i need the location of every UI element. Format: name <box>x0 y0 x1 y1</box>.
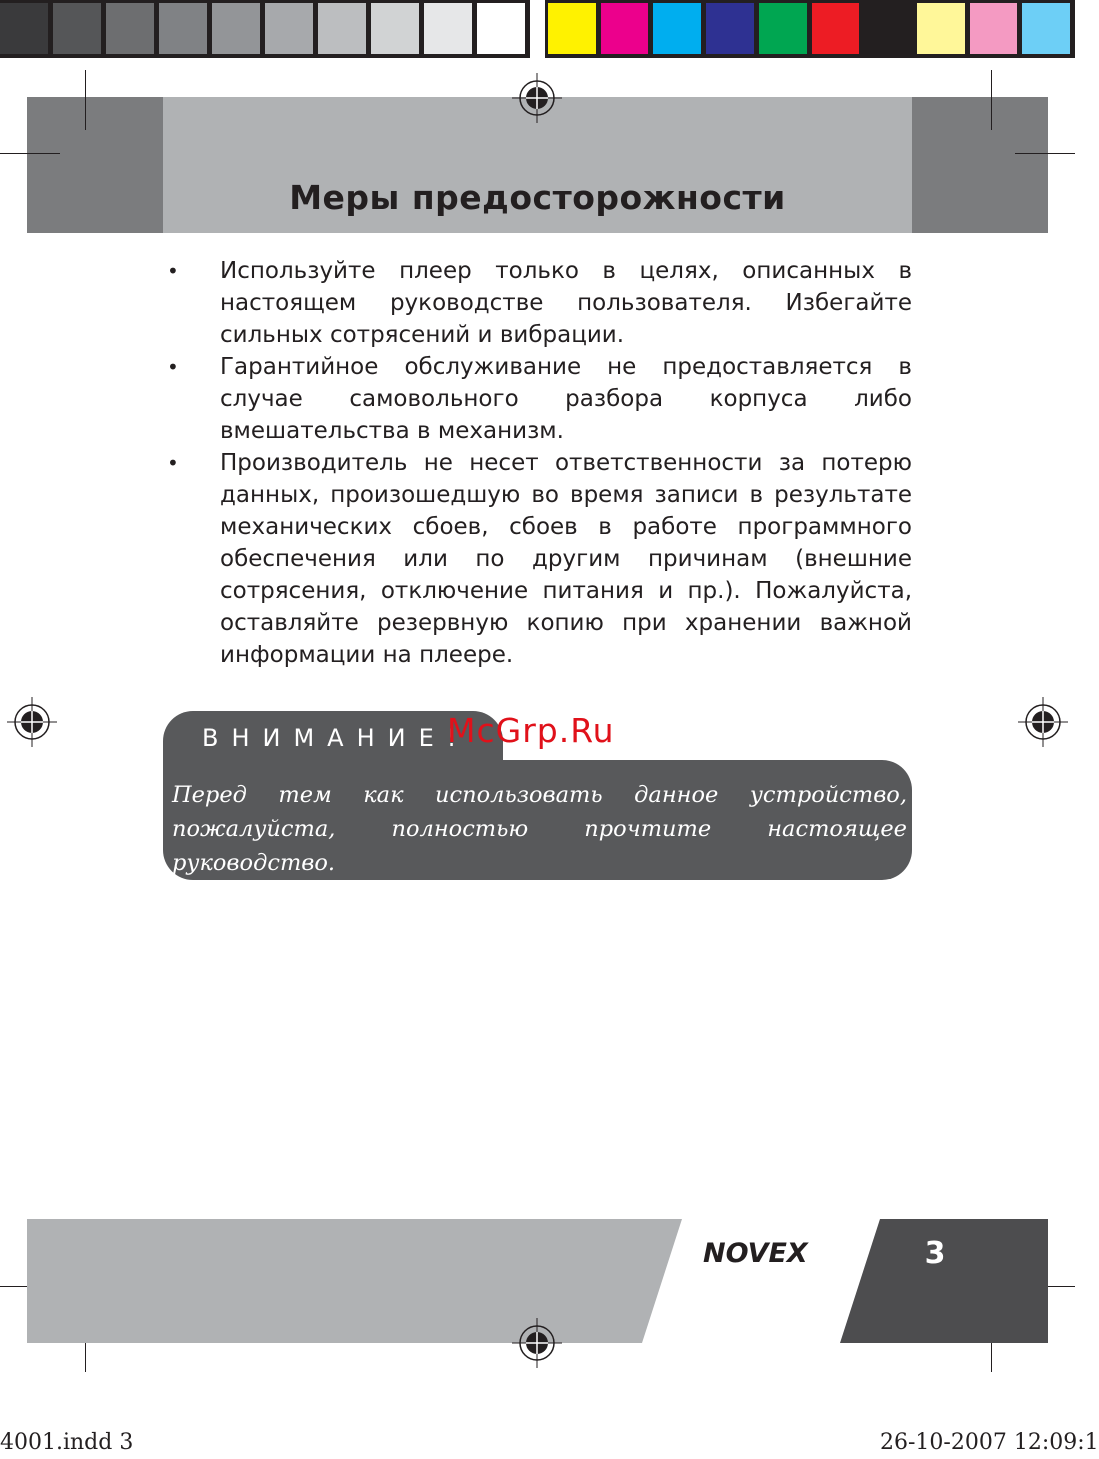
list-item-text: Гарантийное обслуживание не предоставляется в случае самовольного разбора корпуса либо вмешательства в механизм. <box>220 354 912 444</box>
precautions-list <box>165 255 912 671</box>
print-slug-timestamp: 26-10-2007 12:09:1 <box>880 1430 1099 1455</box>
color-swatch <box>917 3 965 54</box>
color-swatch <box>812 3 860 54</box>
color-swatch <box>970 3 1018 54</box>
brand-logo: NOVEX <box>703 1238 808 1269</box>
footer-band-left <box>27 1219 687 1343</box>
color-swatch <box>759 3 807 54</box>
color-swatch <box>371 3 419 54</box>
page-number: 3 <box>924 1236 946 1271</box>
color-swatch <box>318 3 366 54</box>
color-swatch <box>106 3 154 54</box>
bullet-icon: • <box>167 259 179 283</box>
list-item-text: Используйте плеер только в целях, описанных в настоящем руководстве пользователя. Избегайте сильных сотрясений и вибрации. <box>220 258 912 348</box>
registration-target-icon <box>1018 697 1068 747</box>
crop-mark <box>991 70 992 130</box>
grayscale-calibration-strip <box>0 0 530 58</box>
color-swatch <box>53 3 101 54</box>
warning-text: Перед тем как использовать данное устройство, пожалуйста, полностью прочтите настоящее руководство. <box>172 782 907 876</box>
list-item <box>165 255 912 351</box>
registration-target-icon <box>512 73 562 123</box>
crop-mark <box>1015 153 1075 154</box>
list-item <box>165 447 912 671</box>
crop-mark <box>85 70 86 130</box>
color-swatch <box>1022 3 1070 54</box>
crop-mark <box>0 153 60 154</box>
list-item <box>165 351 912 447</box>
registration-target-icon <box>512 1318 562 1368</box>
print-slug-filename: 4001.indd 3 <box>0 1430 134 1455</box>
page-title: Меры предосторожности <box>289 178 786 217</box>
color-swatch <box>477 3 525 54</box>
header-right-block <box>912 97 1048 233</box>
color-swatch <box>653 3 701 54</box>
header-left-block <box>27 97 163 233</box>
list-item-text: Производитель не несет ответственности за потерю данных, произошедшую во время записи в результате механических сбоев, сбоев в работе программного обеспечения или по другим причинам (внешние сотрясения, отключение питания и пр.). Пожалуйста, оставляйте резервную копию при хранении важной информации на плеере. <box>220 450 912 668</box>
color-swatch <box>265 3 313 54</box>
color-calibration-strip <box>545 0 1075 58</box>
color-swatch <box>706 3 754 54</box>
color-swatch <box>548 3 596 54</box>
color-swatch <box>424 3 472 54</box>
color-swatch <box>0 3 48 54</box>
registration-target-icon <box>7 697 57 747</box>
color-swatch <box>864 3 912 54</box>
bullet-icon: • <box>167 451 179 475</box>
color-swatch <box>212 3 260 54</box>
warning-label: ВНИМАНИЕ! <box>202 724 470 752</box>
color-swatch <box>601 3 649 54</box>
color-swatch <box>159 3 207 54</box>
bullet-icon: • <box>167 355 179 379</box>
watermark: McGrp.Ru <box>447 711 615 750</box>
